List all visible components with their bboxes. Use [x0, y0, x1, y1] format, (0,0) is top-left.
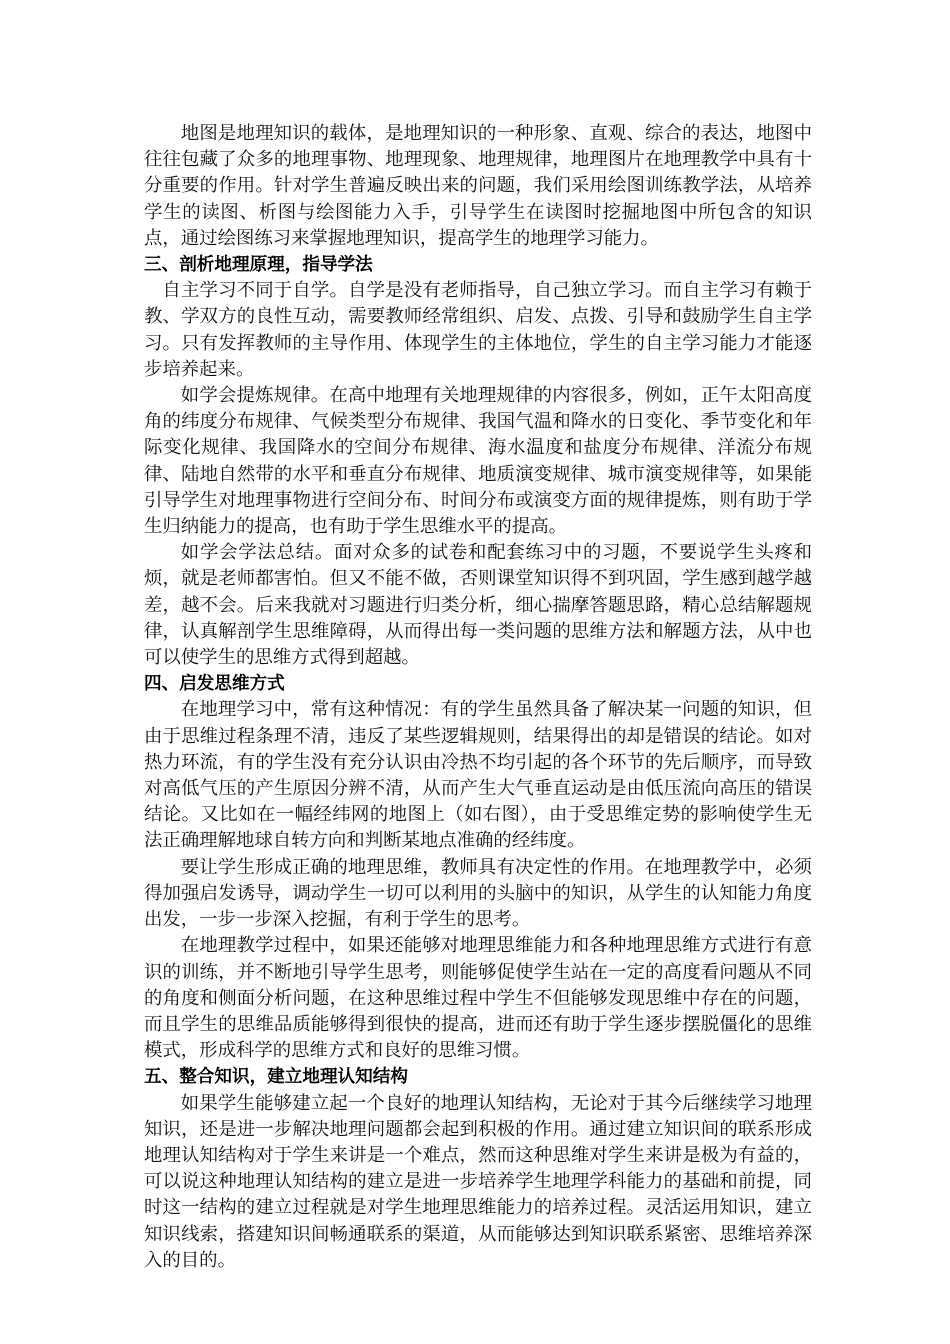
- paragraph-extract-rules: 如学会提炼规律。在高中地理有关地理规律的内容很多，例如，正午太阳高度角的纬度分布规律、气候类型分布规律、我国气温和降水的日变化、季节变化和年际变化规律、我国降水的空间分布规律、海水温度和盐度分布规律、洋流分布规律、陆地自然带的水平和垂直分布规律、地质演变规律、城市演变规律等，如果能引导学生对地理事物进行空间分布、时间分布或演变方面的规律提炼，则有助于学生归纳能力的提高，也有助于学生思维水平的提高。: [144, 385, 812, 538]
- section-heading-3: 三、剖析地理原理，指导学法: [144, 255, 373, 276]
- section-heading-5: 五、整合知识，建立地理认知结构: [144, 1067, 408, 1088]
- paragraph-map-importance: 地图是地理知识的载体，是地理知识的一种形象、直观、综合的表达，地图中往往包藏了众多的地理事物、地理现象、地理规律，地理图片在地理教学中具有十分重要的作用。针对学生普遍反映出来的问题，我们采用绘图训练教学法，从培养学生的读图、析图与绘图能力入手，引导学生在读图时挖掘地图中所包含的知识点，通过绘图练习来掌握地理知识，提高学生的地理学习能力。: [144, 123, 812, 249]
- paragraph-teacher-role: 要让学生形成正确的地理思维，教师具有决定性的作用。在地理教学中，必须得加强启发诱导，调动学生一切可以利用的头脑中的知识，从学生的认知能力角度出发，一步一步深入挖掘，有利于学生的思考。: [144, 856, 812, 931]
- section-heading-4: 四、启发思维方式: [144, 674, 285, 695]
- paragraph-thinking-errors: 在地理学习中，常有这种情况：有的学生虽然具备了解决某一问题的知识，但由于思维过程条理不清，违反了某些逻辑规则，结果得出的却是错误的结论。如对热力环流，有的学生没有充分认识由冷热不均引起的各个环节的先后顺序，而导致对高低气压的产生原因分辨不清，从而产生大气垂直运动是由低压流向高压的错误结论。又比如在一幅经纬网的地图上（如右图），由于受思维定势的影响使学生无法正确理解地球自转方向和判断某地点准确的经纬度。: [144, 699, 812, 852]
- paragraph-method-summary: 如学会学法总结。面对众多的试卷和配套练习中的习题，不要说学生头疼和烦，就是老师都害怕。但又不能不做，否则课堂知识得不到巩固，学生感到越学越差，越不会。后来我就对习题进行归类分析，细心揣摩答题思路，精心总结解题规律，认真解剖学生思维障碍，从而得出每一类问题的思维方法和解题方法，从中也可以使学生的思维方式得到超越。: [144, 542, 812, 669]
- document-page: [144, 121, 812, 1274]
- paragraph-cognitive-structure: 如果学生能够建立起一个良好的地理认知结构，无论对于其今后继续学习地理知识，还是进一步解决地理问题都会起到积极的作用。通过建立知识间的联系形成地理认知结构对于学生来讲是一个难点，然而这种思维对学生来讲是极为有益的，可以说这种地理认知结构的建立是进一步培养学生地理学科能力的基础和前提，同时这一结构的建立过程就是对学生地理思维能力的培养过程。灵活运用知识，建立知识线索，搭建知识间畅通联系的渠道，从而能够达到知识联系紧密、思维培养深入的目的。: [144, 1092, 812, 1271]
- paragraph-self-study: 自主学习不同于自学。自学是没有老师指导，自己独立学习。而自主学习有赖于教、学双方的良性互动，需要教师经常组织、启发、点拨、引导和鼓励学生自主学习。只有发挥教师的主导作用、体现学生的主体地位，学生的自主学习能力才能逐步培养起来。: [144, 280, 812, 380]
- paragraph-thinking-training: 在地理教学过程中，如果还能够对地理思维能力和各种地理思维方式进行有意识的训练，并不断地引导学生思考，则能够促使学生站在一定的高度看问题从不同的角度和侧面分析问题，在这种思维过程中学生不但能够发现思维中存在的问题，而且学生的思维品质能够得到很快的提高，进而还有助于学生逐步摆脱僵化的思维模式，形成科学的思维方式和良好的思维习惯。: [144, 935, 812, 1062]
